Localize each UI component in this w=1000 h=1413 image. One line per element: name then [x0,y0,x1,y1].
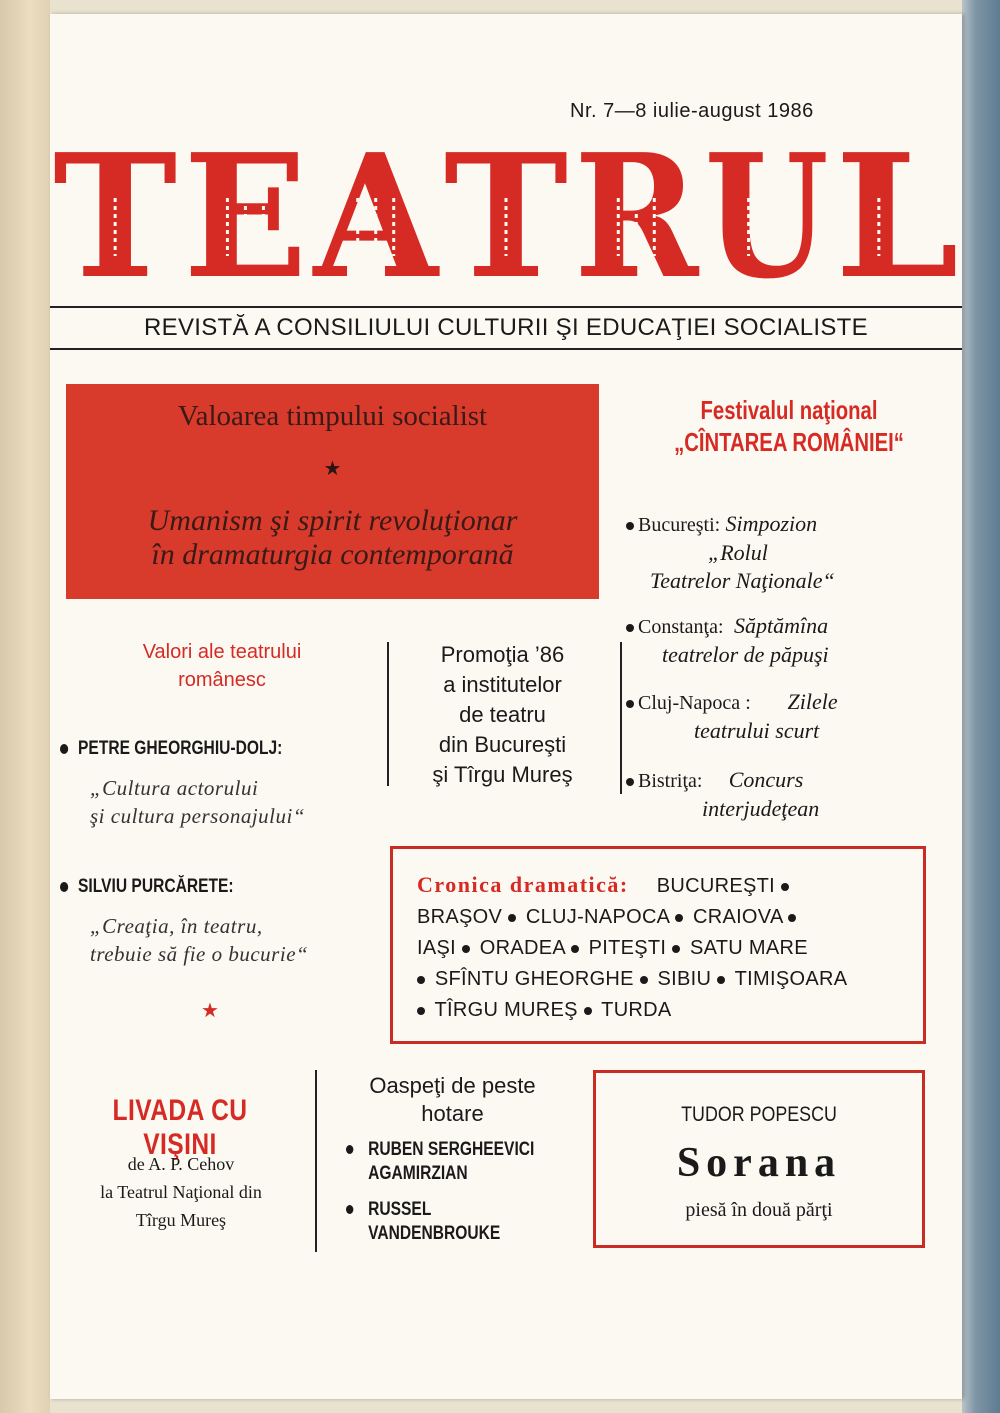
festival-event: teatrului scurt [694,718,820,743]
city-name: TIMIŞOARA [734,968,848,990]
city-name: SIBIU [657,968,712,990]
masthead-letter: U [704,138,829,296]
festival-item-bucuresti[interactable] [626,510,926,595]
bullet-icon [60,882,68,892]
valori-person-1[interactable] [60,738,380,830]
star-icon: ★ [201,1000,219,1022]
editorial-line-1: Umanism şi spirit revoluţionar [147,504,518,537]
oaspeti-heading-line: hotare [421,1101,484,1126]
valori-heading[interactable] [66,638,378,694]
sorana-title: Sorana [676,1140,842,1186]
livada-credits [56,1150,306,1234]
bullet-icon [508,914,516,922]
promotia-line: a institutelor [443,672,562,697]
sorana-subtitle: piesă în două părţi [685,1199,833,1221]
city-name: SFÎNTU GHEORGHE [434,968,634,990]
festival-event: Săptămîna [734,613,829,638]
quote-line: şi cultura personajului“ [90,804,306,828]
cronica-dramatica-box[interactable] [390,846,926,1044]
festival-title[interactable] [660,394,917,458]
festival-event: Zilele [787,689,838,714]
magazine-cover-page [50,14,962,1399]
promotia-line: de teatru [459,702,546,727]
festival-title-line-1: Festivalul naţional [700,395,878,425]
valori-person-2[interactable] [60,876,380,968]
bullet-icon [717,976,725,984]
guest-1[interactable] [346,1138,543,1186]
bullet-icon [675,914,683,922]
promotia-line: şi Tîrgu Mureş [432,762,573,787]
bullet-icon [346,1205,353,1214]
oaspeti-heading[interactable] [340,1072,565,1128]
masthead-teatrul [50,138,962,296]
city-name: SATU MARE [690,937,808,959]
festival-item-cluj[interactable] [626,688,926,745]
festival-title-line-2: „CÎNTAREA ROMÂNIEI“ [674,427,904,457]
livada-line: de A. P. Cehov [127,1154,235,1174]
quote-line: trebuie să fie o bucurie“ [90,942,309,966]
bullet-icon [781,883,789,891]
sorana-author: TUDOR POPESCU [681,1103,837,1126]
person-name-text: PETRE GHEORGHIU-DOLJ: [78,738,283,759]
issue-number: Nr. 7—8 iulie-august 1986 [570,100,814,122]
bullet-icon [626,624,634,632]
festival-city: Constanţa: [638,616,724,638]
festival-event: Teatrelor Naţionale“ [650,568,835,593]
festival-event: interjudeţean [702,796,820,821]
city-name: BRAŞOV [417,906,503,928]
festival-city: Cluj-Napoca : [638,692,751,714]
bullet-icon [417,976,425,984]
binding-right-cover [962,0,1000,1413]
festival-item-constanta[interactable] [626,612,926,669]
valori-heading-line-1: Valori ale teatrului [142,641,302,663]
bullet-icon [584,1007,592,1015]
festival-city: Bucureşti: [638,514,721,536]
editorial-red-box[interactable] [66,384,599,599]
guest-name: RUBEN SERGHEEVICI [368,1139,535,1160]
person-name-text: SILVIU PURCĂRETE: [78,876,234,897]
binding-left-edge [0,0,50,1413]
city-name: ORADEA [479,937,565,959]
promotia-86-block[interactable] [390,640,615,790]
guest-name: AGAMIRZIAN [368,1163,468,1184]
bullet-icon [626,778,634,786]
bullet-icon [462,945,470,953]
city-name: TÎRGU MUREŞ [434,999,578,1021]
valori-heading-line-2: românesc [178,669,266,691]
guest-name: VANDENBROUKE [368,1223,501,1244]
sorana-box[interactable] [593,1070,925,1248]
bullet-icon [640,976,648,984]
livada-line: Tîrgu Mureş [135,1210,227,1230]
cronica-label: Cronica dramatică: [417,872,629,897]
masthead-letter: L [834,138,959,296]
person-name [60,738,322,760]
livada-line: la Teatrul Naţional din [100,1182,262,1202]
bullet-icon [626,522,634,530]
promotia-line: Promoţia ’86 [440,642,565,667]
person-name [60,876,322,898]
masthead-letter: A [311,138,440,296]
city-name: CRAIOVA [692,906,783,928]
person-quote [60,774,380,830]
bullet-icon [60,744,68,754]
quote-line: „Creaţia, în teatru, [90,914,263,938]
quote-line: „Cultura actorului [90,776,259,800]
rule-bottom [50,348,962,350]
masthead-letter: T [53,138,178,296]
festival-event: Concurs [728,767,804,792]
bullet-icon [571,945,579,953]
city-name: TURDA [601,999,672,1021]
divider-vertical [620,642,622,794]
bullet-icon [788,914,796,922]
city-name: CLUJ-NAPOCA [525,906,670,928]
editorial-subtitle [66,504,599,572]
promotia-line: din Bucureşti [438,732,567,757]
guest-2[interactable] [346,1198,543,1246]
bullet-icon [346,1145,353,1154]
livada-title[interactable]: LIVADA CU VIŞINI [112,1094,248,1161]
cronica-text [417,869,903,1026]
festival-event: Simpozion [725,511,818,536]
festival-event: teatrelor de păpuşi [662,642,829,667]
festival-city: Bistriţa: [638,770,703,792]
star-icon: ★ [323,458,342,480]
rule-top [50,306,962,308]
bullet-icon [672,945,680,953]
city-name: PITEŞTI [588,937,667,959]
person-quote [60,912,380,968]
masthead-letter: R [574,138,700,296]
editorial-line-2: în dramaturgia contemporană [151,538,514,571]
festival-item-bistrita[interactable] [626,766,926,823]
divider-vertical [315,1070,317,1252]
editorial-title: Valoarea timpului socialist [177,400,488,432]
masthead-letter: E [183,138,308,296]
divider-vertical [387,642,389,786]
bullet-icon [417,1007,425,1015]
oaspeti-heading-line: Oaspeţi de peste [369,1073,536,1098]
masthead-letter: T [443,138,569,296]
guest-name: RUSSEL [368,1199,432,1220]
magazine-subtitle: REVISTĂ A CONSILIULUI CULTURII ŞI EDUCAŢIEI SOCIALISTE [144,314,868,341]
festival-event: „Rolul [708,540,768,565]
bullet-icon [626,700,634,708]
city-name: BUCUREŞTI [656,875,776,897]
city-name: IAŞI [417,937,456,959]
